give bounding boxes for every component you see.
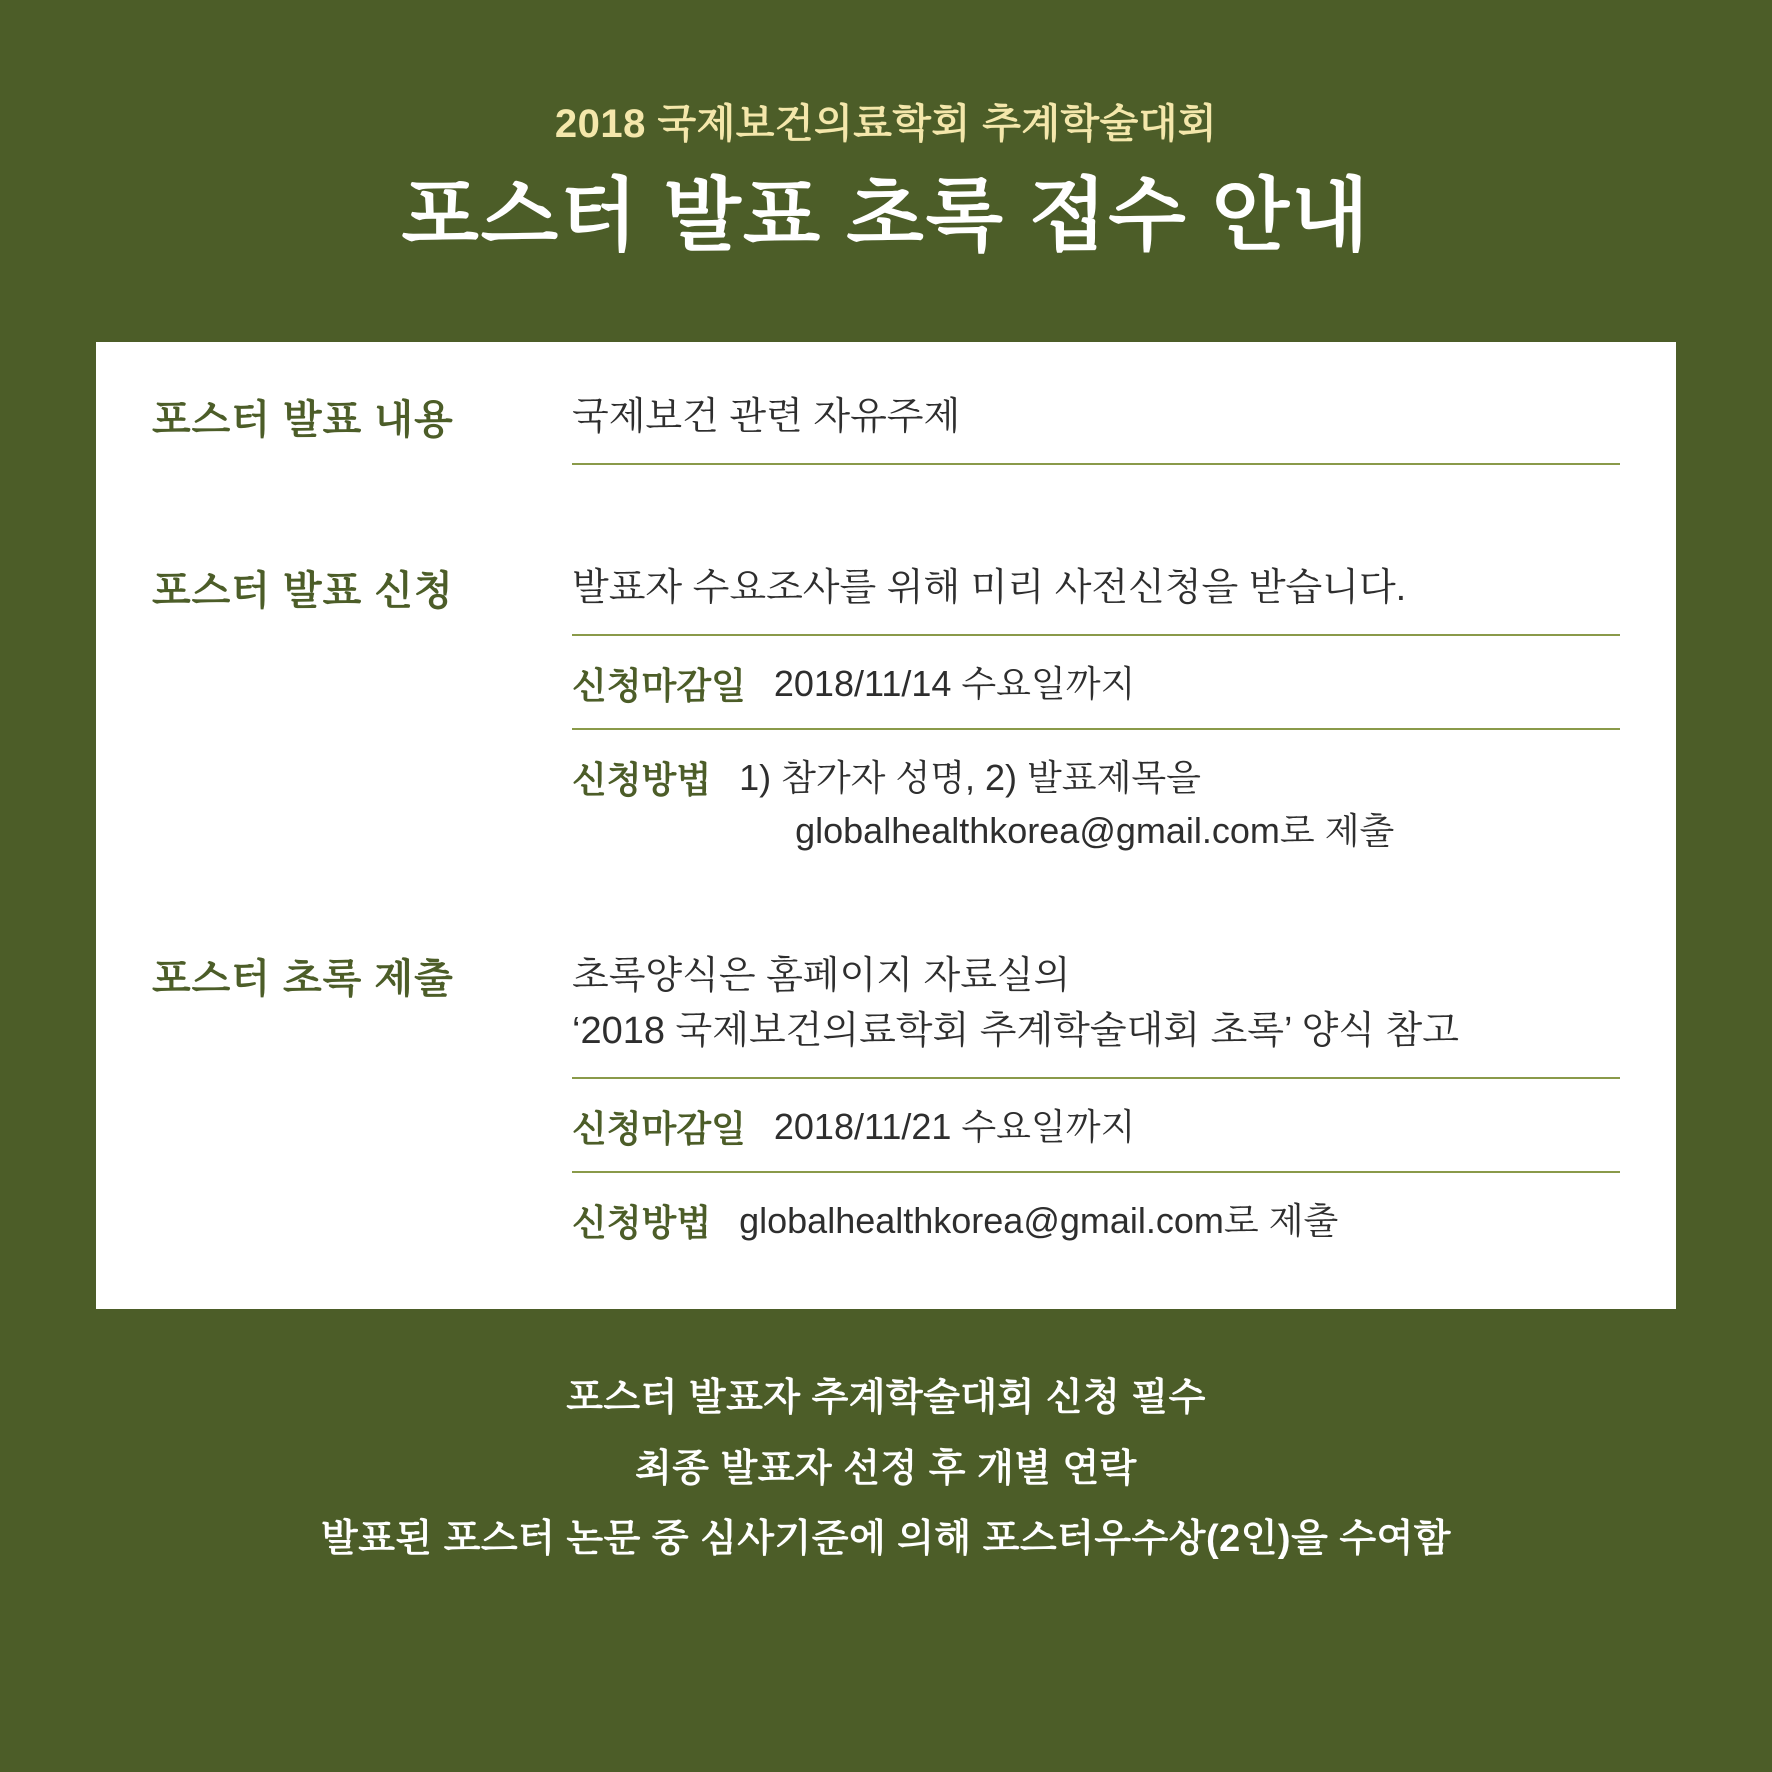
section-poster-topic [152, 390, 1620, 465]
detail-row [572, 1079, 1620, 1173]
detail-value [774, 658, 1620, 710]
spacer [152, 465, 1620, 561]
header [0, 100, 1772, 266]
detail-row [572, 1173, 1620, 1253]
detail-row [572, 730, 1620, 862]
section-abstract-submission [152, 949, 1620, 1254]
section-main-line2: ‘2018 국제보건의료학회 추계학술대회 초록’ 양식 참고 [572, 1009, 1459, 1052]
detail-value-line1: globalhealthkorea@gmail.com로 제출 [739, 1200, 1339, 1242]
event-name: 2018 국제보건의료학회 추계학술대회 [554, 102, 1218, 146]
footer-notes [0, 1363, 1772, 1574]
detail-row [572, 636, 1620, 730]
detail-value-line1: 1) 참가자 성명, 2) 발표제목을 [739, 757, 1201, 799]
page-title: 포스터 발표 초록 접수 안내 [401, 171, 1371, 260]
detail-value [774, 1101, 1620, 1153]
section-label: 포스터 발표 신청 [152, 569, 454, 614]
detail-label: 신청마감일 [572, 1107, 746, 1149]
section-main-text: 발표자 수요조사를 위해 미리 사전신청을 받습니다. [572, 561, 1620, 636]
detail-label: 신청방법 [572, 759, 712, 801]
footer-line-2: 최종 발표자 선정 후 개별 연락 [635, 1447, 1137, 1490]
section-main-text [572, 949, 1620, 1079]
section-body [572, 949, 1620, 1254]
section-poster-application [152, 561, 1620, 863]
detail-label: 신청마감일 [572, 665, 746, 707]
section-body [572, 390, 1620, 465]
section-label: 포스터 초록 제출 [152, 956, 454, 1001]
detail-value [739, 752, 1620, 856]
detail-label: 신청방법 [572, 1202, 712, 1244]
section-body [572, 561, 1620, 863]
footer-line-1: 포스터 발표자 추계학술대회 신청 필수 [566, 1377, 1206, 1420]
section-main-text: 국제보건 관련 자유주제 [572, 390, 1620, 465]
detail-value [739, 1195, 1620, 1247]
detail-value-line2: globalhealthkorea@gmail.com로 제출 [795, 809, 1395, 851]
detail-value-line1: 2018/11/14 수요일까지 [773, 663, 1136, 705]
detail-value-line1: 2018/11/21 수요일까지 [773, 1105, 1136, 1147]
section-main-line1: 초록양식은 홈페이지 자료실의 [572, 954, 1071, 997]
footer-line-3: 발표된 포스터 논문 중 심사기준에 의해 포스터우수상(2인)을 수여함 [321, 1517, 1451, 1560]
section-label: 포스터 발표 내용 [152, 398, 454, 442]
info-card [96, 342, 1676, 1309]
spacer [152, 863, 1620, 949]
